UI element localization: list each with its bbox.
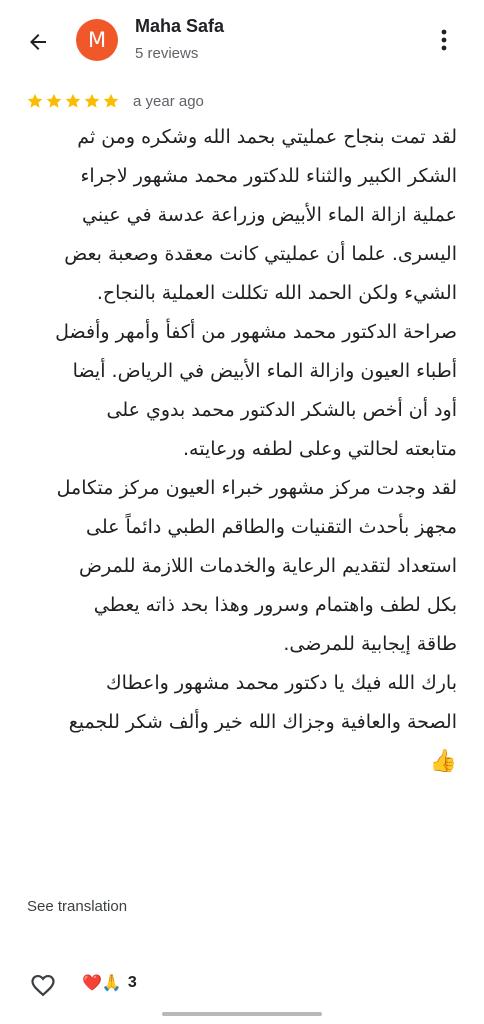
review-line: لقد وجدت مركز مشهور خبراء العيون مركز متكامل — [56, 477, 457, 499]
review-text — [20, 118, 457, 781]
like-button[interactable] — [28, 969, 58, 999]
review-line: الشيء ولكن الحمد الله تكللت العملية بالنجاح. — [96, 282, 457, 304]
review-header — [0, 0, 484, 84]
review-line: مجهز بأحدث التقنيات والطاقم الطبي دائماً على — [86, 516, 457, 538]
review-time: a year ago — [133, 92, 204, 110]
star-icon — [64, 92, 82, 110]
see-translation-link[interactable]: See translation — [27, 898, 128, 915]
arrow-back-icon — [26, 30, 50, 54]
avatar[interactable]: M — [76, 19, 118, 61]
review-line: الصحة والعافية وجزاك الله خير وألف شكر للجميع — [68, 711, 457, 733]
reactions-summary[interactable] — [82, 973, 137, 992]
review-line: أطباء العيون وازالة الماء الأبيض في الرياض. أيضا — [72, 360, 457, 382]
review-line: 👍 — [429, 749, 457, 774]
more-options-button[interactable] — [432, 24, 456, 56]
review-line: متابعته لحالتي وعلى لطفه ورعايته. — [183, 438, 457, 460]
reaction-emojis: ❤️🙏 — [82, 973, 122, 992]
review-line: عملية ازالة الماء الأبيض وزراعة عدسة في عيني — [81, 204, 457, 226]
review-line: أود أن أخص بالشكر الدكتور محمد بدوي على — [106, 399, 457, 421]
home-indicator[interactable] — [162, 1012, 322, 1016]
heart-outline-icon — [29, 971, 57, 997]
rating-row — [26, 92, 204, 110]
review-line: صراحة الدكتور محمد مشهور من أكفأ وأمهر وأفضل — [55, 321, 457, 343]
review-line: الشكر الكبير والثناء للدكتور محمد مشهور لاجراء — [80, 165, 457, 187]
star-icon — [83, 92, 101, 110]
review-line: بكل لطف واهتمام وسرور وهذا بحد ذاته يعطي — [93, 594, 457, 616]
review-line: بارك الله فيك يا دكتور محمد مشهور واعطاك — [106, 672, 457, 694]
review-line: لقد تمت بنجاح عمليتي بحمد الله وشكره ومن ثم — [77, 126, 457, 148]
author-review-count: 5 reviews — [135, 45, 199, 62]
author-name[interactable]: Maha Safa — [135, 16, 225, 36]
star-rating — [26, 92, 120, 110]
review-line: طاقة إيجابية للمرضى. — [283, 633, 457, 655]
more-vert-icon — [441, 29, 447, 51]
back-button[interactable] — [18, 22, 58, 62]
review-line: اليسرى. علما أن عمليتي كانت معقدة وصعبة بعض — [64, 243, 457, 265]
review-line: استعداد لتقديم الرعاية والخدمات اللازمة للمرض — [79, 555, 457, 577]
star-icon — [102, 92, 120, 110]
star-icon — [45, 92, 63, 110]
reaction-count: 3 — [127, 973, 137, 991]
star-icon — [26, 92, 44, 110]
